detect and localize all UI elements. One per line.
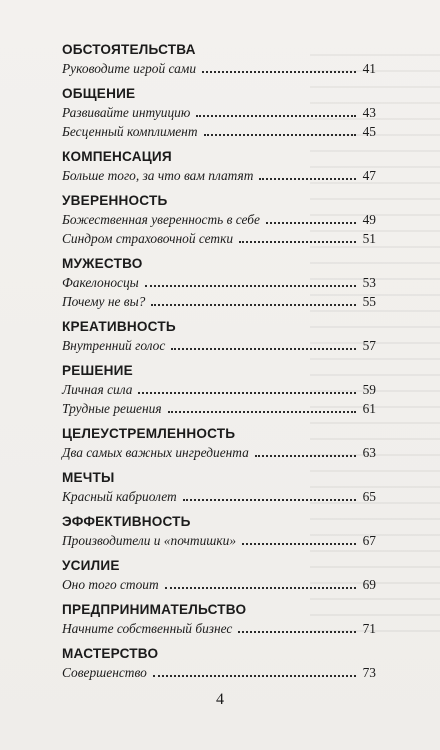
entry-title: Красный кабриолет bbox=[62, 489, 177, 504]
entry-page-number: 55 bbox=[362, 294, 376, 309]
entry-page-number: 73 bbox=[362, 665, 376, 680]
toc-section bbox=[62, 646, 376, 682]
entry-page-number: 65 bbox=[362, 489, 376, 504]
entry-title: Начните собственный бизнес bbox=[62, 621, 233, 636]
entry-title: Совершенство bbox=[62, 665, 147, 680]
dot-leader bbox=[151, 304, 356, 306]
dot-leader bbox=[266, 222, 356, 224]
section-heading: МУЖЕСТВО bbox=[62, 256, 143, 271]
entry-title: Бесценный комплимент bbox=[62, 124, 198, 139]
entry-page-number: 53 bbox=[362, 275, 376, 290]
entry-title: Два самых важных ингредиента bbox=[62, 445, 249, 460]
dot-leader bbox=[202, 71, 356, 73]
dot-leader bbox=[165, 587, 356, 589]
dot-leader bbox=[204, 134, 357, 136]
section-heading: ОБСТОЯТЕЛЬСТВА bbox=[62, 42, 196, 57]
toc-entry[interactable] bbox=[62, 210, 376, 229]
section-heading: РЕШЕНИЕ bbox=[62, 363, 133, 378]
entry-title: Производители и «почтишки» bbox=[62, 533, 237, 548]
toc-section bbox=[62, 602, 376, 638]
toc-entry[interactable] bbox=[62, 443, 376, 462]
dot-leader bbox=[242, 543, 356, 545]
entry-title: Божественная уверенность в себе bbox=[62, 212, 260, 227]
entry-title: Внутренний голос bbox=[62, 338, 166, 353]
section-heading: УВЕРЕННОСТЬ bbox=[62, 193, 168, 208]
toc-entry[interactable] bbox=[62, 575, 376, 594]
page-number: 4 bbox=[216, 691, 224, 708]
dot-leader bbox=[145, 285, 356, 287]
entry-title: Синдром страховочной сетки bbox=[62, 231, 234, 246]
section-heading: КРЕАТИВНОСТЬ bbox=[62, 319, 176, 334]
entry-page-number: 71 bbox=[362, 621, 376, 636]
toc-section bbox=[62, 470, 376, 506]
entry-page-number: 41 bbox=[362, 61, 376, 76]
toc-entry[interactable] bbox=[62, 59, 376, 78]
entry-title: Руководите игрой сами bbox=[62, 61, 197, 76]
toc-entry[interactable] bbox=[62, 487, 376, 506]
entry-title: Факелоносцы bbox=[62, 275, 139, 290]
toc-entry[interactable] bbox=[62, 336, 376, 355]
entry-page-number: 49 bbox=[362, 212, 376, 227]
section-heading: МЕЧТЫ bbox=[62, 470, 115, 485]
toc-entry[interactable] bbox=[62, 619, 376, 638]
section-heading: ЭФФЕКТИВНОСТЬ bbox=[62, 514, 191, 529]
entry-page-number: 43 bbox=[362, 105, 376, 120]
toc-entry[interactable] bbox=[62, 292, 376, 311]
entry-page-number: 63 bbox=[362, 445, 376, 460]
toc-section bbox=[62, 363, 376, 418]
dot-leader bbox=[255, 455, 356, 457]
entry-page-number: 61 bbox=[362, 401, 376, 416]
toc-entry[interactable] bbox=[62, 103, 376, 122]
entry-title: Трудные решения bbox=[62, 401, 162, 416]
toc-section bbox=[62, 426, 376, 462]
toc-section bbox=[62, 42, 376, 78]
dot-leader bbox=[153, 675, 356, 677]
entry-page-number: 59 bbox=[362, 382, 376, 397]
entry-title: Личная сила bbox=[62, 382, 133, 397]
entry-title: Оно того стоит bbox=[62, 577, 159, 592]
toc-section bbox=[62, 149, 376, 185]
dot-leader bbox=[183, 499, 356, 501]
toc-entry[interactable] bbox=[62, 399, 376, 418]
dot-leader bbox=[196, 115, 356, 117]
section-heading: МАСТЕРСТВО bbox=[62, 646, 159, 661]
dot-leader bbox=[238, 631, 356, 633]
entry-page-number: 51 bbox=[362, 231, 376, 246]
dot-leader bbox=[168, 411, 356, 413]
toc-section bbox=[62, 193, 376, 248]
entry-page-number: 47 bbox=[362, 168, 376, 183]
dot-leader bbox=[259, 178, 356, 180]
dot-leader bbox=[138, 392, 356, 394]
entry-page-number: 69 bbox=[362, 577, 376, 592]
toc-entry[interactable] bbox=[62, 380, 376, 399]
toc-entry[interactable] bbox=[62, 663, 376, 682]
dot-leader bbox=[239, 241, 356, 243]
toc-section bbox=[62, 558, 376, 594]
section-heading: УСИЛИЕ bbox=[62, 558, 120, 573]
section-heading: ОБЩЕНИЕ bbox=[62, 86, 136, 101]
entry-title: Больше того, за что вам платят bbox=[62, 168, 254, 183]
toc-entry[interactable] bbox=[62, 166, 376, 185]
entry-page-number: 57 bbox=[362, 338, 376, 353]
toc-section bbox=[62, 86, 376, 141]
toc-section bbox=[62, 319, 376, 355]
section-heading: КОМПЕНСАЦИЯ bbox=[62, 149, 172, 164]
toc-entry[interactable] bbox=[62, 229, 376, 248]
toc-entry[interactable] bbox=[62, 273, 376, 292]
entry-page-number: 67 bbox=[362, 533, 376, 548]
toc-section bbox=[62, 514, 376, 550]
section-heading: ПРЕДПРИНИМАТЕЛЬСТВО bbox=[62, 602, 247, 617]
section-heading: ЦЕЛЕУСТРЕМЛЕННОСТЬ bbox=[62, 426, 236, 441]
toc-section bbox=[62, 256, 376, 311]
entry-title: Развивайте интуицию bbox=[62, 105, 191, 120]
entry-page-number: 45 bbox=[362, 124, 376, 139]
entry-title: Почему не вы? bbox=[62, 294, 146, 309]
table-of-contents bbox=[62, 42, 376, 682]
toc-entry[interactable] bbox=[62, 531, 376, 550]
toc-entry[interactable] bbox=[62, 122, 376, 141]
dot-leader bbox=[171, 348, 356, 350]
